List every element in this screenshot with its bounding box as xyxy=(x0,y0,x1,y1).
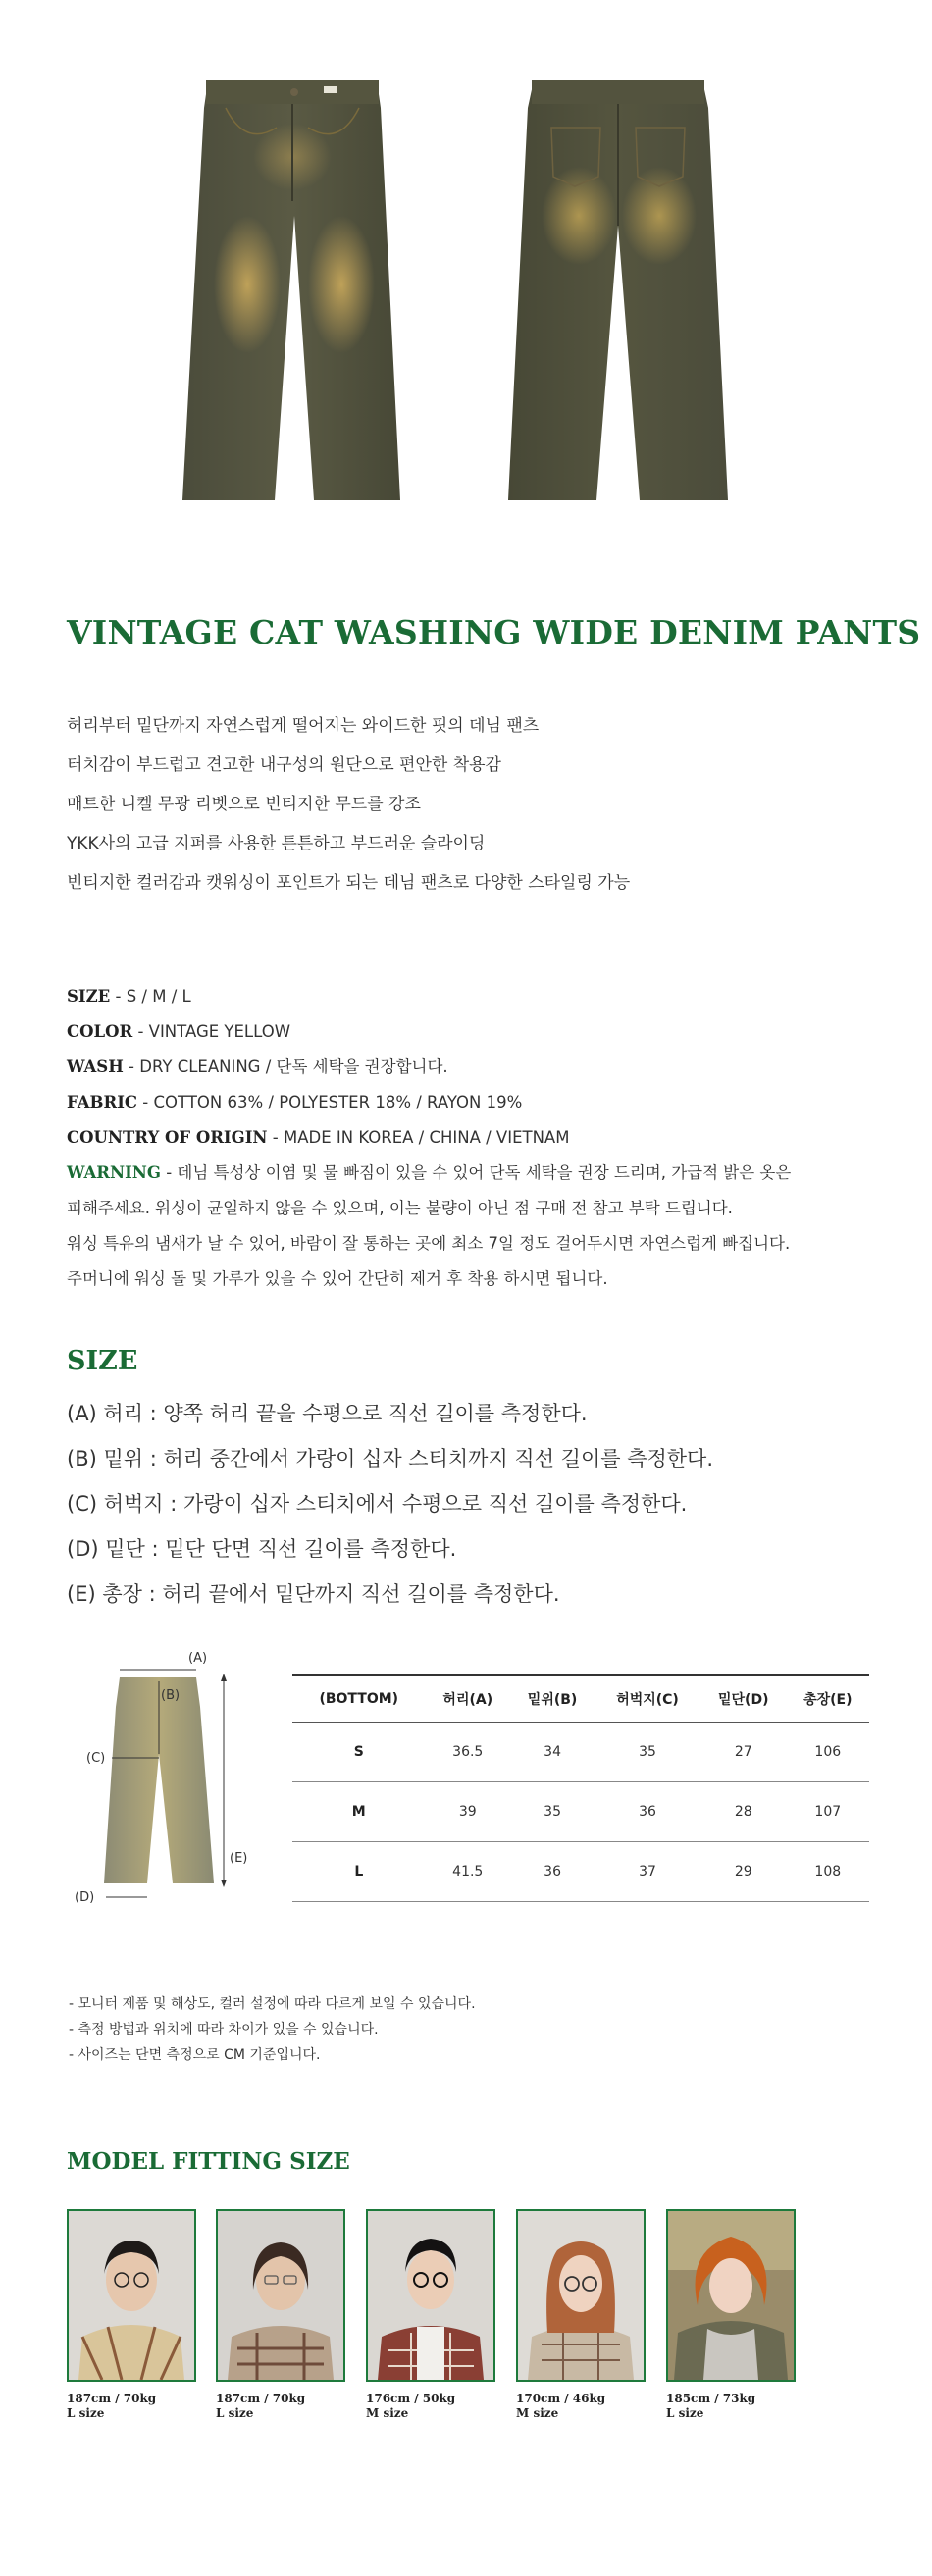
model-fitting-heading: MODEL FITTING SIZE xyxy=(67,2148,350,2175)
model-photo xyxy=(67,2209,196,2382)
model-photo xyxy=(366,2209,495,2382)
description-line: YKK사의 고급 지퍼를 사용한 튼튼하고 부드러운 슬라이딩 xyxy=(67,834,486,853)
spec-color-label: COLOR xyxy=(67,1022,133,1041)
spec-color: COLOR - VINTAGE YELLOW xyxy=(67,1022,291,1041)
product-description xyxy=(67,706,901,902)
model-fit-size: L size xyxy=(216,2406,254,2420)
warning-line: 데님 특성상 이염 및 물 빠짐이 있을 수 있어 단독 세탁을 권장 드리며, 가급적 밝은 옷은 xyxy=(177,1163,792,1182)
spec-size-label: SIZE xyxy=(67,987,111,1005)
model-body-size: 176cm / 50kg xyxy=(366,2392,456,2405)
measurement-line: (C) 허벅지 : 가랑이 십자 스티치에서 수평으로 직선 길이를 측정한다. xyxy=(67,1492,688,1516)
table-cell: 36 xyxy=(510,1842,595,1902)
model-body-size: 187cm / 70kg xyxy=(67,2392,157,2405)
table-cell: 29 xyxy=(700,1842,787,1902)
spec-warning-label: WARNING xyxy=(67,1163,161,1182)
table-cell: 36 xyxy=(595,1782,700,1842)
table-cell: M xyxy=(292,1782,426,1842)
model-body-size: 185cm / 73kg xyxy=(666,2392,756,2405)
table-header: 총장(E) xyxy=(803,1692,853,1708)
model-photo xyxy=(516,2209,646,2382)
measurement-guide xyxy=(67,1391,713,1617)
model-card xyxy=(666,2209,796,2421)
table-row xyxy=(292,1782,869,1842)
warning-line: 워싱 특유의 냄새가 날 수 있어, 바람이 잘 통하는 곳에 최소 7일 정도 걸어두시면 자연스럽게 빠집니다. xyxy=(67,1234,791,1253)
spec-fabric: FABRIC - COTTON 63% / POLYESTER 18% / RAYON 19% xyxy=(67,1093,523,1111)
model-body-size: 170cm / 46kg xyxy=(516,2392,606,2405)
table-cell: 36.5 xyxy=(426,1723,510,1782)
model-fit-size: L size xyxy=(666,2406,704,2420)
size-notes xyxy=(69,1991,476,2068)
note-line: - 측정 방법과 위치에 따라 차이가 있을 수 있습니다. xyxy=(69,2022,379,2037)
spec-origin: COUNTRY OF ORIGIN - MADE IN KOREA / CHINA / VIETNAM xyxy=(67,1128,570,1147)
warning-line: 주머니에 워싱 돌 및 가루가 있을 수 있어 간단히 제거 후 착용 하시면 됩니다. xyxy=(67,1269,608,1288)
table-cell: 39 xyxy=(426,1782,510,1842)
model-photo xyxy=(216,2209,345,2382)
description-line: 빈티지한 컬러감과 캣워싱이 포인트가 되는 데님 팬츠로 다양한 스타일링 가능 xyxy=(67,873,631,893)
model-fit-size: M size xyxy=(366,2406,409,2420)
note-line: - 사이즈는 단면 측정으로 CM 기준입니다. xyxy=(69,2047,321,2063)
measurement-diagram xyxy=(69,1648,265,1913)
table-cell: 28 xyxy=(700,1782,787,1842)
spec-color-value: VINTAGE YELLOW xyxy=(148,1022,291,1041)
diagram-label-e: (E) xyxy=(230,1851,248,1866)
table-cell: 34 xyxy=(510,1723,595,1782)
spec-size: SIZE - S / M / L xyxy=(67,987,191,1005)
product-specs xyxy=(67,979,910,1297)
measurement-line: (D) 밑단 : 밑단 단면 직선 길이를 측정한다. xyxy=(67,1537,457,1561)
jeans-back-image xyxy=(491,69,746,510)
spec-size-value: S / M / L xyxy=(126,987,191,1005)
table-cell: 108 xyxy=(787,1842,869,1902)
spec-wash: WASH - DRY CLEANING / 단독 세탁을 권장합니다. xyxy=(67,1057,448,1076)
model-body-size: 187cm / 70kg xyxy=(216,2392,306,2405)
diagram-label-c: (C) xyxy=(86,1751,106,1766)
table-cell: L xyxy=(292,1842,426,1902)
spec-origin-value: MADE IN KOREA / CHINA / VIETNAM xyxy=(283,1128,570,1147)
table-header: 밑단(D) xyxy=(718,1692,769,1708)
table-cell: 107 xyxy=(787,1782,869,1842)
table-header-row xyxy=(292,1675,869,1723)
description-line: 터치감이 부드럽고 견고한 내구성의 원단으로 편안한 착용감 xyxy=(67,755,501,775)
model-fit-size: L size xyxy=(67,2406,105,2420)
spec-fabric-value: COTTON 63% / POLYESTER 18% / RAYON 19% xyxy=(153,1093,523,1111)
model-fit-size: M size xyxy=(516,2406,559,2420)
spec-warning: WARNING - 데님 특성상 이염 및 물 빠짐이 있을 수 있어 단독 세탁을 권장 드리며, 가급적 밝은 옷은 xyxy=(67,1163,792,1182)
table-row xyxy=(292,1842,869,1902)
size-heading: SIZE xyxy=(67,1346,138,1376)
model-card xyxy=(67,2209,196,2421)
table-header: 밑위(B) xyxy=(527,1692,578,1708)
table-cell: 27 xyxy=(700,1723,787,1782)
size-table xyxy=(292,1674,869,1902)
measurement-line: (A) 허리 : 양쪽 허리 끝을 수평으로 직선 길이를 측정한다. xyxy=(67,1402,588,1425)
spec-fabric-label: FABRIC xyxy=(67,1093,138,1111)
spec-wash-label: WASH xyxy=(67,1057,124,1076)
table-cell: 106 xyxy=(787,1723,869,1782)
table-header: 허벅지(C) xyxy=(616,1692,679,1708)
model-card xyxy=(366,2209,495,2421)
model-card xyxy=(516,2209,646,2421)
table-cell: 35 xyxy=(595,1723,700,1782)
spec-origin-label: COUNTRY OF ORIGIN xyxy=(67,1128,268,1147)
jeans-front-image xyxy=(167,69,422,510)
model-card xyxy=(216,2209,345,2421)
diagram-label-b: (B) xyxy=(161,1688,181,1703)
description-line: 허리부터 밑단까지 자연스럽게 떨어지는 와이드한 핏의 데님 팬츠 xyxy=(67,716,540,736)
diagram-label-a: (A) xyxy=(188,1651,208,1666)
table-cell: 41.5 xyxy=(426,1842,510,1902)
measurement-line: (B) 밑위 : 허리 중간에서 가랑이 십자 스티치까지 직선 길이를 측정한다. xyxy=(67,1447,714,1470)
model-photo xyxy=(666,2209,796,2382)
note-line: - 모니터 제품 및 해상도, 컬러 설정에 따라 다르게 보일 수 있습니다. xyxy=(69,1996,476,2012)
spec-wash-value: DRY CLEANING / 단독 세탁을 권장합니다. xyxy=(139,1057,448,1076)
table-cell: 35 xyxy=(510,1782,595,1842)
warning-line: 피해주세요. 워싱이 균일하지 않을 수 있으며, 이는 불량이 아닌 점 구매 전 참고 부탁 드립니다. xyxy=(67,1199,733,1217)
table-cell: S xyxy=(292,1723,426,1782)
table-header: 허리(A) xyxy=(442,1692,493,1708)
table-cell: 37 xyxy=(595,1842,700,1902)
table-header: (BOTTOM) xyxy=(319,1691,399,1707)
description-line: 매트한 니켈 무광 리벳으로 빈티지한 무드를 강조 xyxy=(67,795,421,814)
diagram-label-d: (D) xyxy=(75,1890,95,1905)
table-row xyxy=(292,1723,869,1782)
product-title: VINTAGE CAT WASHING WIDE DENIM PANTS xyxy=(67,613,921,651)
measurement-line: (E) 총장 : 허리 끝에서 밑단까지 직선 길이를 측정한다. xyxy=(67,1582,560,1606)
